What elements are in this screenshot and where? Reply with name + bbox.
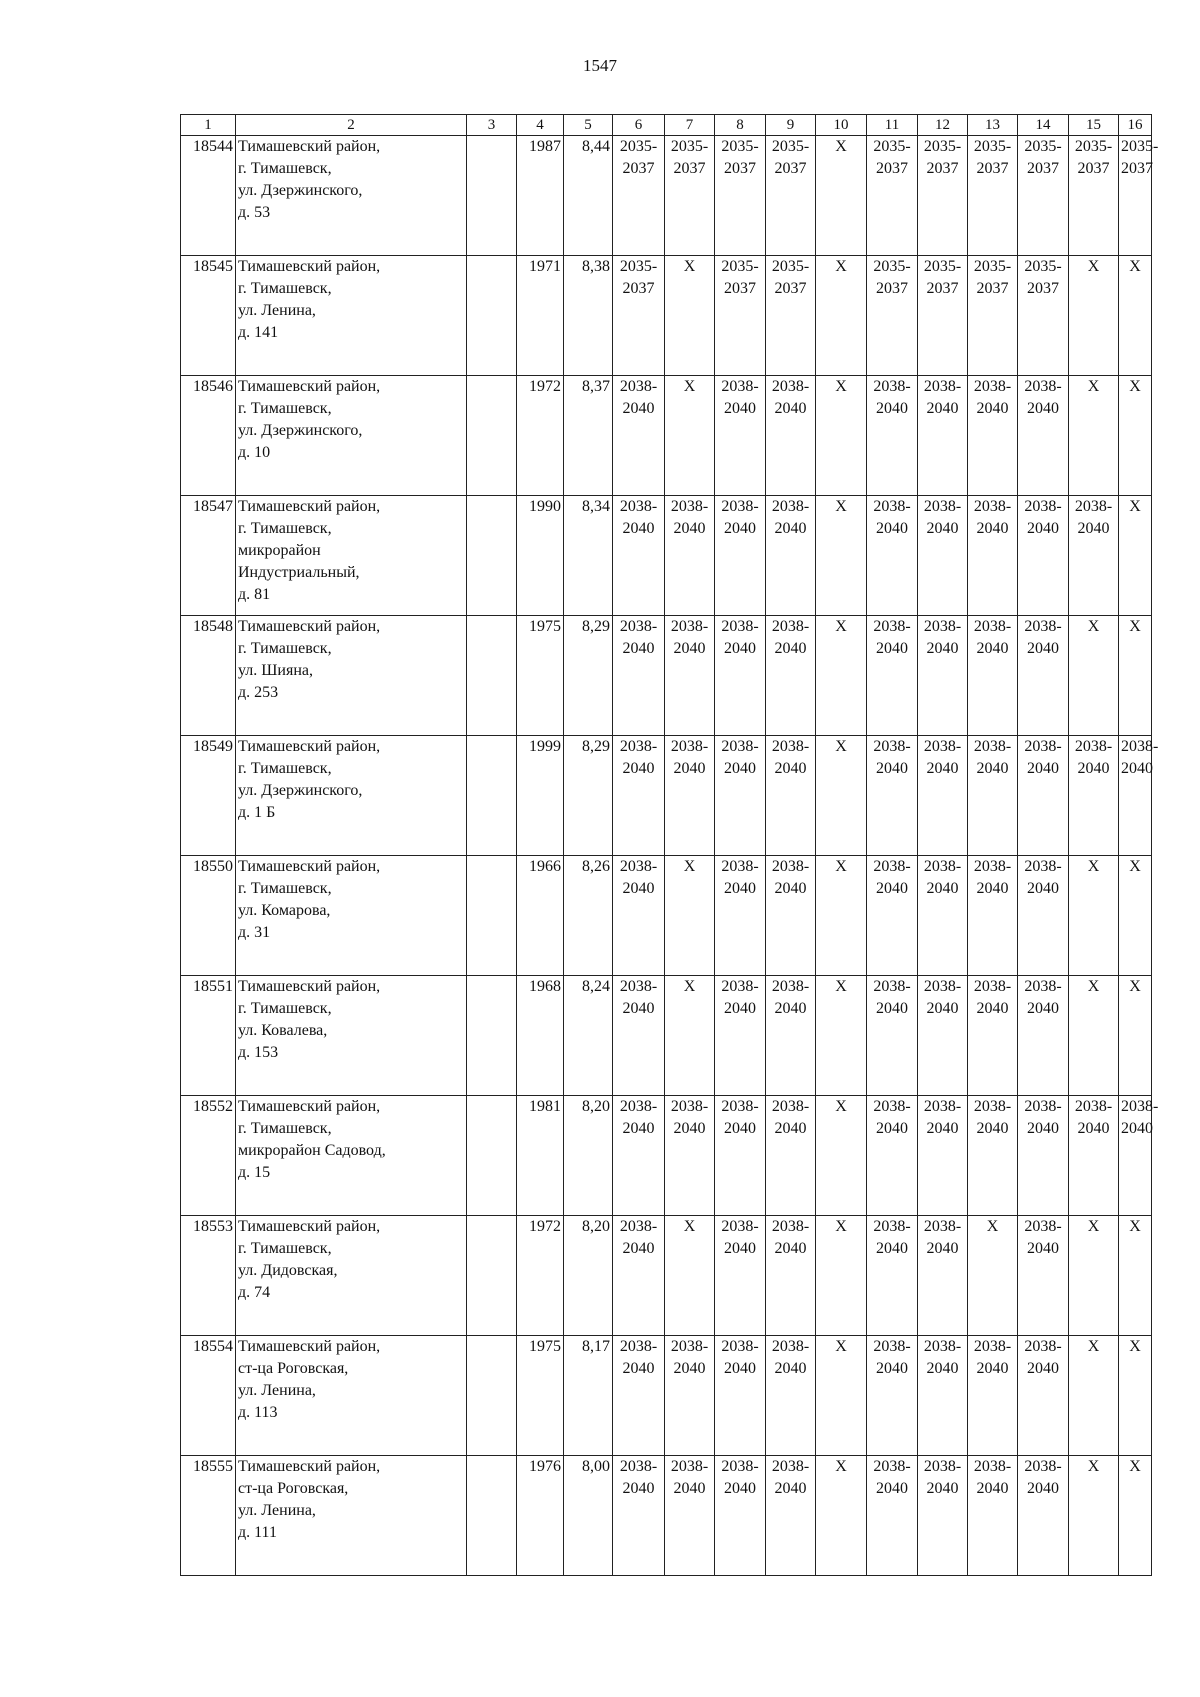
period-cell: 2038-2040 — [715, 496, 766, 616]
period-cell: 2035-2037 — [1119, 136, 1152, 256]
period-cell: 2038-2040 — [766, 976, 816, 1096]
year-cell: 1968 — [517, 976, 564, 1096]
value-cell: 8,17 — [564, 1336, 613, 1456]
column-3-cell — [467, 616, 517, 736]
address-line: Тимашевский район, — [238, 978, 381, 995]
period-cell: 2038-2040 — [613, 736, 665, 856]
period-cell: 2038-2040 — [867, 1216, 918, 1336]
period-cell: X — [1069, 616, 1119, 736]
address-line: д. 74 — [238, 1284, 271, 1301]
address-line: г. Тимашевск, — [238, 280, 332, 297]
address-cell — [236, 136, 467, 256]
year-cell: 1999 — [517, 736, 564, 856]
address-line: ул. Ковалева, — [238, 1022, 328, 1039]
column-number-16: 16 — [1119, 115, 1152, 136]
period-cell: 2038-2040 — [1069, 1096, 1119, 1216]
column-number-3: 3 — [467, 115, 517, 136]
column-3-cell — [467, 1216, 517, 1336]
period-cell: 2038-2040 — [613, 1336, 665, 1456]
row-number: 18546 — [181, 376, 236, 496]
period-cell: X — [1119, 1216, 1152, 1336]
year-cell: 1972 — [517, 1216, 564, 1336]
column-number-13: 13 — [968, 115, 1018, 136]
period-cell: 2038-2040 — [1069, 496, 1119, 616]
period-cell: 2038-2040 — [968, 736, 1018, 856]
period-cell: 2035-2037 — [613, 136, 665, 256]
period-cell: 2035-2037 — [867, 256, 918, 376]
table-row — [181, 1336, 1152, 1456]
period-cell: 2038-2040 — [613, 856, 665, 976]
row-number: 18550 — [181, 856, 236, 976]
value-cell: 8,00 — [564, 1456, 613, 1576]
address-line: микрорайон Садовод, — [238, 1142, 386, 1159]
period-cell: 2038-2040 — [1018, 1336, 1069, 1456]
address-line: д. 113 — [238, 1404, 278, 1421]
column-3-cell — [467, 1456, 517, 1576]
period-cell: X — [665, 376, 715, 496]
address-line: Тимашевский район, — [238, 1218, 381, 1235]
column-number-10: 10 — [816, 115, 867, 136]
value-cell: 8,37 — [564, 376, 613, 496]
address-line: ул. Шияна, — [238, 662, 314, 679]
period-cell: 2038-2040 — [918, 736, 968, 856]
period-cell: 2038-2040 — [918, 1096, 968, 1216]
period-cell: X — [1119, 376, 1152, 496]
period-cell: 2038-2040 — [867, 376, 918, 496]
address-line: микрорайон — [238, 542, 321, 559]
period-cell: 2038-2040 — [1018, 1096, 1069, 1216]
period-cell: 2035-2037 — [715, 136, 766, 256]
period-cell: 2035-2037 — [918, 256, 968, 376]
address-line: д. 15 — [238, 1164, 271, 1181]
address-line: г. Тимашевск, — [238, 1120, 332, 1137]
period-cell: 2038-2040 — [613, 616, 665, 736]
column-3-cell — [467, 376, 517, 496]
period-cell: X — [1119, 856, 1152, 976]
period-cell: 2038-2040 — [665, 1336, 715, 1456]
period-cell: 2038-2040 — [918, 976, 968, 1096]
period-cell: 2038-2040 — [613, 496, 665, 616]
period-cell: 2038-2040 — [766, 496, 816, 616]
period-cell: 2038-2040 — [968, 616, 1018, 736]
period-cell: 2038-2040 — [968, 976, 1018, 1096]
row-number: 18548 — [181, 616, 236, 736]
period-cell: X — [665, 256, 715, 376]
period-cell: X — [1119, 1336, 1152, 1456]
period-cell: 2035-2037 — [766, 256, 816, 376]
address-line: д. 81 — [238, 586, 271, 603]
address-line: д. 10 — [238, 444, 271, 461]
period-cell: X — [816, 1336, 867, 1456]
address-line: г. Тимашевск, — [238, 160, 332, 177]
column-number-4: 4 — [517, 115, 564, 136]
value-cell: 8,44 — [564, 136, 613, 256]
period-cell: 2038-2040 — [1018, 856, 1069, 976]
period-cell: 2038-2040 — [1119, 736, 1152, 856]
year-cell: 1990 — [517, 496, 564, 616]
address-line: ст-ца Роговская, — [238, 1360, 349, 1377]
address-line: д. 153 — [238, 1044, 279, 1061]
period-cell: 2038-2040 — [1069, 736, 1119, 856]
period-cell: 2038-2040 — [613, 1216, 665, 1336]
address-line: ул. Дидовская, — [238, 1262, 338, 1279]
table-row — [181, 376, 1152, 496]
address-cell — [236, 376, 467, 496]
period-cell: 2038-2040 — [613, 376, 665, 496]
period-cell: 2035-2037 — [1018, 256, 1069, 376]
row-number: 18549 — [181, 736, 236, 856]
table-row — [181, 496, 1152, 616]
address-line: ул. Комарова, — [238, 902, 331, 919]
period-cell: 2038-2040 — [918, 496, 968, 616]
column-3-cell — [467, 736, 517, 856]
year-cell: 1972 — [517, 376, 564, 496]
address-line: г. Тимашевск, — [238, 880, 332, 897]
table-row — [181, 1456, 1152, 1576]
period-cell: 2038-2040 — [867, 736, 918, 856]
address-line: г. Тимашевск, — [238, 400, 332, 417]
row-number: 18545 — [181, 256, 236, 376]
period-cell: 2038-2040 — [1018, 976, 1069, 1096]
period-cell: 2038-2040 — [867, 1096, 918, 1216]
row-number: 18551 — [181, 976, 236, 1096]
period-cell: 2035-2037 — [968, 256, 1018, 376]
period-cell: 2038-2040 — [766, 1456, 816, 1576]
period-cell: 2038-2040 — [918, 616, 968, 736]
address-line: Тимашевский район, — [238, 498, 381, 515]
period-cell: X — [1069, 256, 1119, 376]
period-cell: 2038-2040 — [715, 1096, 766, 1216]
table-row — [181, 616, 1152, 736]
address-line: Тимашевский район, — [238, 1458, 381, 1475]
period-cell: X — [816, 1216, 867, 1336]
period-cell: 2035-2037 — [1069, 136, 1119, 256]
address-line: г. Тимашевск, — [238, 760, 332, 777]
period-cell: X — [816, 1096, 867, 1216]
column-3-cell — [467, 1336, 517, 1456]
period-cell: X — [1119, 1456, 1152, 1576]
period-cell: 2035-2037 — [613, 256, 665, 376]
value-cell: 8,38 — [564, 256, 613, 376]
value-cell: 8,26 — [564, 856, 613, 976]
period-cell: 2038-2040 — [867, 976, 918, 1096]
address-line: Тимашевский район, — [238, 858, 381, 875]
value-cell: 8,20 — [564, 1096, 613, 1216]
address-line: Индустриальный, — [238, 564, 360, 581]
period-cell: X — [665, 976, 715, 1096]
address-line: Тимашевский район, — [238, 258, 381, 275]
address-line: д. 31 — [238, 924, 271, 941]
period-cell: 2035-2037 — [766, 136, 816, 256]
period-cell: 2038-2040 — [867, 1336, 918, 1456]
column-number-7: 7 — [665, 115, 715, 136]
column-3-cell — [467, 856, 517, 976]
year-cell: 1981 — [517, 1096, 564, 1216]
period-cell: 2038-2040 — [715, 736, 766, 856]
period-cell: X — [816, 616, 867, 736]
row-number: 18555 — [181, 1456, 236, 1576]
period-cell: X — [1119, 256, 1152, 376]
period-cell: 2038-2040 — [867, 856, 918, 976]
value-cell: 8,29 — [564, 616, 613, 736]
address-line: ул. Ленина, — [238, 302, 316, 319]
address-cell — [236, 1456, 467, 1576]
period-cell: 2038-2040 — [715, 1456, 766, 1576]
address-line: г. Тимашевск, — [238, 640, 332, 657]
period-cell: 2038-2040 — [665, 1456, 715, 1576]
address-cell — [236, 616, 467, 736]
column-3-cell — [467, 1096, 517, 1216]
period-cell: 2038-2040 — [867, 496, 918, 616]
column-number-2: 2 — [236, 115, 467, 136]
period-cell: 2038-2040 — [715, 616, 766, 736]
address-line: ул. Дзержинского, — [238, 182, 363, 199]
period-cell: X — [1069, 976, 1119, 1096]
period-cell: X — [816, 256, 867, 376]
value-cell: 8,34 — [564, 496, 613, 616]
address-line: ст-ца Роговская, — [238, 1480, 349, 1497]
address-line: д. 53 — [238, 204, 271, 221]
table-row — [181, 856, 1152, 976]
address-line: Тимашевский район, — [238, 1098, 381, 1115]
period-cell: X — [816, 376, 867, 496]
register-table — [180, 114, 1159, 1576]
column-3-cell — [467, 976, 517, 1096]
address-line: д. 111 — [238, 1524, 277, 1541]
address-line: Тимашевский район, — [238, 378, 381, 395]
period-cell: 2038-2040 — [613, 976, 665, 1096]
address-line: ул. Дзержинского, — [238, 422, 363, 439]
address-line: д. 141 — [238, 324, 279, 341]
table-body — [181, 115, 1159, 1576]
period-cell: X — [1069, 856, 1119, 976]
period-cell: 2038-2040 — [918, 856, 968, 976]
period-cell: 2038-2040 — [665, 616, 715, 736]
address-line: г. Тимашевск, — [238, 1000, 332, 1017]
address-cell — [236, 976, 467, 1096]
year-cell: 1966 — [517, 856, 564, 976]
period-cell: 2038-2040 — [715, 1216, 766, 1336]
column-number-14: 14 — [1018, 115, 1069, 136]
period-cell: 2038-2040 — [665, 496, 715, 616]
period-cell: 2038-2040 — [766, 856, 816, 976]
column-number-1: 1 — [181, 115, 236, 136]
value-cell: 8,24 — [564, 976, 613, 1096]
period-cell: 2038-2040 — [867, 616, 918, 736]
column-3-cell — [467, 136, 517, 256]
period-cell: 2035-2037 — [1018, 136, 1069, 256]
period-cell: 2035-2037 — [665, 136, 715, 256]
address-line: д. 253 — [238, 684, 279, 701]
row-number: 18544 — [181, 136, 236, 256]
period-cell: X — [816, 736, 867, 856]
period-cell: 2038-2040 — [613, 1456, 665, 1576]
column-number-8: 8 — [715, 115, 766, 136]
table-row — [181, 736, 1152, 856]
period-cell: 2038-2040 — [918, 376, 968, 496]
period-cell: 2038-2040 — [766, 1216, 816, 1336]
period-cell: X — [1069, 1336, 1119, 1456]
period-cell: X — [1119, 496, 1152, 616]
period-cell: X — [816, 1456, 867, 1576]
column-number-9: 9 — [766, 115, 816, 136]
period-cell: 2038-2040 — [1018, 496, 1069, 616]
address-cell — [236, 496, 467, 616]
address-line: г. Тимашевск, — [238, 520, 332, 537]
address-line: Тимашевский район, — [238, 738, 381, 755]
table-row — [181, 1216, 1152, 1336]
address-line: г. Тимашевск, — [238, 1240, 332, 1257]
period-cell: 2035-2037 — [867, 136, 918, 256]
address-cell — [236, 1216, 467, 1336]
period-cell: X — [968, 1216, 1018, 1336]
column-number-11: 11 — [867, 115, 918, 136]
year-cell: 1975 — [517, 1336, 564, 1456]
year-cell: 1987 — [517, 136, 564, 256]
period-cell: X — [816, 136, 867, 256]
period-cell: 2038-2040 — [918, 1216, 968, 1336]
column-3-cell — [467, 496, 517, 616]
period-cell: 2035-2037 — [918, 136, 968, 256]
period-cell: 2038-2040 — [766, 1336, 816, 1456]
period-cell: 2038-2040 — [715, 856, 766, 976]
address-line: ул. Дзержинского, — [238, 782, 363, 799]
value-cell: 8,20 — [564, 1216, 613, 1336]
period-cell: X — [816, 496, 867, 616]
table-row — [181, 136, 1152, 256]
address-cell — [236, 856, 467, 976]
period-cell: 2038-2040 — [1018, 376, 1069, 496]
period-cell: 2035-2037 — [968, 136, 1018, 256]
row-number: 18554 — [181, 1336, 236, 1456]
period-cell: 2038-2040 — [918, 1456, 968, 1576]
period-cell: X — [816, 976, 867, 1096]
period-cell: X — [665, 856, 715, 976]
address-cell — [236, 736, 467, 856]
period-cell: 2038-2040 — [715, 1336, 766, 1456]
address-line: ул. Ленина, — [238, 1502, 316, 1519]
column-number-6: 6 — [613, 115, 665, 136]
period-cell: X — [1069, 376, 1119, 496]
period-cell: X — [665, 1216, 715, 1336]
period-cell: 2038-2040 — [766, 616, 816, 736]
address-cell — [236, 1096, 467, 1216]
address-line: Тимашевский район, — [238, 138, 381, 155]
year-cell: 1976 — [517, 1456, 564, 1576]
period-cell: 2038-2040 — [665, 736, 715, 856]
period-cell: X — [816, 856, 867, 976]
period-cell: 2035-2037 — [715, 256, 766, 376]
year-cell: 1971 — [517, 256, 564, 376]
period-cell: 2038-2040 — [1018, 736, 1069, 856]
table-row — [181, 976, 1152, 1096]
address-line: Тимашевский район, — [238, 1338, 381, 1355]
address-cell — [236, 1336, 467, 1456]
period-cell: 2038-2040 — [766, 1096, 816, 1216]
period-cell: 2038-2040 — [1119, 1096, 1152, 1216]
period-cell: 2038-2040 — [968, 1336, 1018, 1456]
period-cell: 2038-2040 — [715, 376, 766, 496]
year-cell: 1975 — [517, 616, 564, 736]
value-cell: 8,29 — [564, 736, 613, 856]
period-cell: X — [1069, 1216, 1119, 1336]
period-cell: 2038-2040 — [766, 376, 816, 496]
column-number-12: 12 — [918, 115, 968, 136]
period-cell: 2038-2040 — [968, 1096, 1018, 1216]
column-3-cell — [467, 256, 517, 376]
period-cell: 2038-2040 — [918, 1336, 968, 1456]
column-number-row — [181, 115, 1152, 136]
period-cell: 2038-2040 — [665, 1096, 715, 1216]
period-cell: 2038-2040 — [968, 376, 1018, 496]
address-line: д. 1 Б — [238, 804, 276, 821]
period-cell: 2038-2040 — [968, 496, 1018, 616]
row-number: 18552 — [181, 1096, 236, 1216]
period-cell: 2038-2040 — [1018, 616, 1069, 736]
period-cell: X — [1069, 1456, 1119, 1576]
period-cell: 2038-2040 — [715, 976, 766, 1096]
period-cell: 2038-2040 — [613, 1096, 665, 1216]
period-cell: 2038-2040 — [1018, 1216, 1069, 1336]
period-cell: 2038-2040 — [766, 736, 816, 856]
row-number: 18553 — [181, 1216, 236, 1336]
period-cell: 2038-2040 — [1018, 1456, 1069, 1576]
address-line: ул. Ленина, — [238, 1382, 316, 1399]
period-cell: X — [1119, 976, 1152, 1096]
address-cell — [236, 256, 467, 376]
period-cell: X — [1119, 616, 1152, 736]
address-line: Тимашевский район, — [238, 618, 381, 635]
column-number-5: 5 — [564, 115, 613, 136]
period-cell: 2038-2040 — [968, 856, 1018, 976]
period-cell: 2038-2040 — [867, 1456, 918, 1576]
page-number: 1547 — [583, 56, 617, 75]
row-number: 18547 — [181, 496, 236, 616]
table-row — [181, 1096, 1152, 1216]
period-cell: 2038-2040 — [968, 1456, 1018, 1576]
column-number-15: 15 — [1069, 115, 1119, 136]
table-row — [181, 256, 1152, 376]
